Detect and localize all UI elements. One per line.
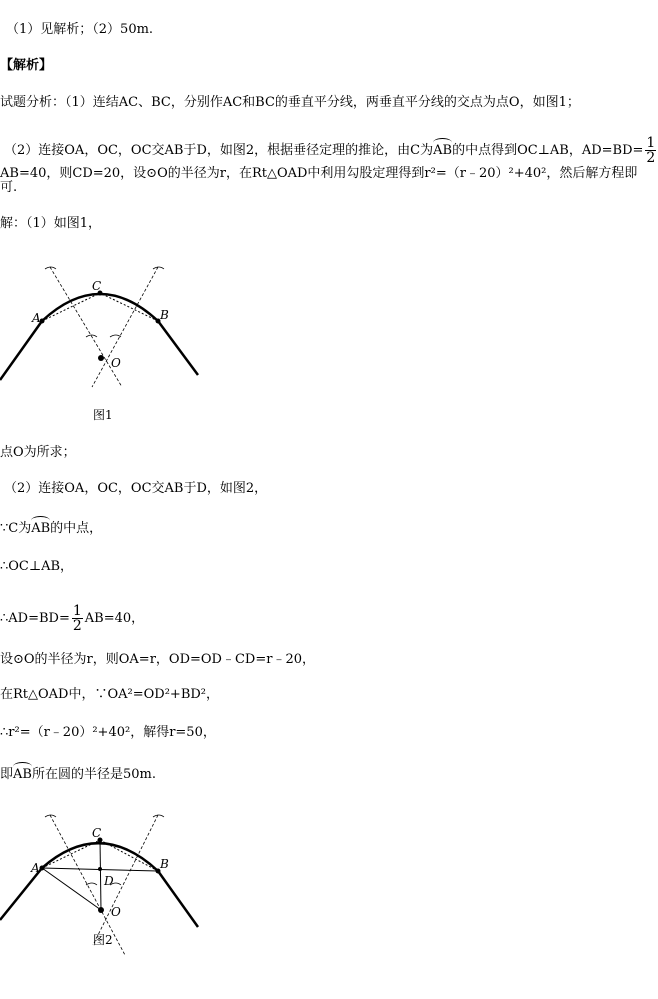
fig2-bisector-ac [50, 815, 125, 955]
arc-ab: AB [13, 763, 32, 783]
section-title: 【解析】 [0, 58, 53, 73]
fig2-label-c: C [92, 826, 102, 840]
solution-right-triangle: 在Rt△OAD中，∵OA²=OD²+BD²， [0, 687, 220, 702]
arc-ab: AB [31, 517, 50, 537]
fig1-bisector-bc [92, 267, 158, 387]
fraction-half: $\frac{1}{2}$ [646, 135, 656, 166]
fraction-half: $\frac{1}{2}$ [72, 603, 82, 634]
fig2-caption: 图2 [93, 933, 113, 947]
solution-point-o: 点O为所求； [0, 445, 76, 460]
analysis-part2-line3: 可. [0, 180, 18, 195]
fig1-curve [0, 294, 198, 380]
fig1-label-a: A [32, 311, 41, 325]
fig2-label-b: B [160, 857, 169, 871]
fig2-bisector-bc [93, 815, 158, 945]
fig1-chord-ac [42, 293, 100, 321]
fig2-label-o: O [111, 905, 121, 919]
solution-part1: 解：（1）如图1， [0, 216, 102, 231]
fig2-curve [0, 843, 198, 927]
fig1-label-b: B [160, 308, 169, 322]
solution-c-midpoint: ∵C为AB的中点， [0, 517, 102, 537]
solution-answer: 即AB所在圆的半径是50m. [0, 763, 156, 783]
answer-line: （1）见解析；（2）50m. [6, 22, 154, 37]
figure-2 [0, 805, 230, 965]
solution-radius: 设⊙O的半径为r，则OA=r，OD=OD﹣CD=r﹣20， [0, 652, 315, 667]
fig2-label-d: D [104, 874, 114, 888]
analysis-part2-line2: AB=40，则CD=20，设⊙O的半径为r，在Rt△OAD中利用勾股定理得到r²=（r﹣20）²+40²，然后解方程即 [0, 166, 638, 181]
fig1-label-o: O [111, 356, 121, 370]
fig2-segment-oa [42, 868, 101, 910]
fig2-segment-oc [100, 840, 101, 910]
solution-ad-bd: ∴AD=BD= $\frac{1}{2}$ AB=40， [0, 603, 145, 634]
figure-1 [0, 255, 230, 425]
solution-equation: ∴r²=（r﹣20）²+40²，解得r=50， [0, 725, 216, 740]
analysis-part2-line1: （2）连接OA，OC，OC交AB于D，如图2，根据垂径定理的推论，由C为AB的中点得到OC⊥AB，AD=BD= $\frac{1}{2}$ [4, 135, 656, 166]
fig1-caption: 图1 [93, 408, 113, 422]
fig1-chord-bc [100, 293, 158, 321]
fig1-label-c: C [92, 279, 102, 293]
solution-part2: （2）连接OA，OC，OC交AB于D，如图2， [4, 481, 268, 496]
analysis-part1: 试题分析：（1）连结AC、BC，分别作AC和BC的垂直平分线，两垂直平分线的交点为点O，如图1； [0, 95, 580, 110]
fig2-label-a: A [31, 861, 40, 875]
arc-ab: AB [433, 139, 452, 159]
solution-oc-perp: ∴OC⊥AB， [0, 559, 74, 574]
